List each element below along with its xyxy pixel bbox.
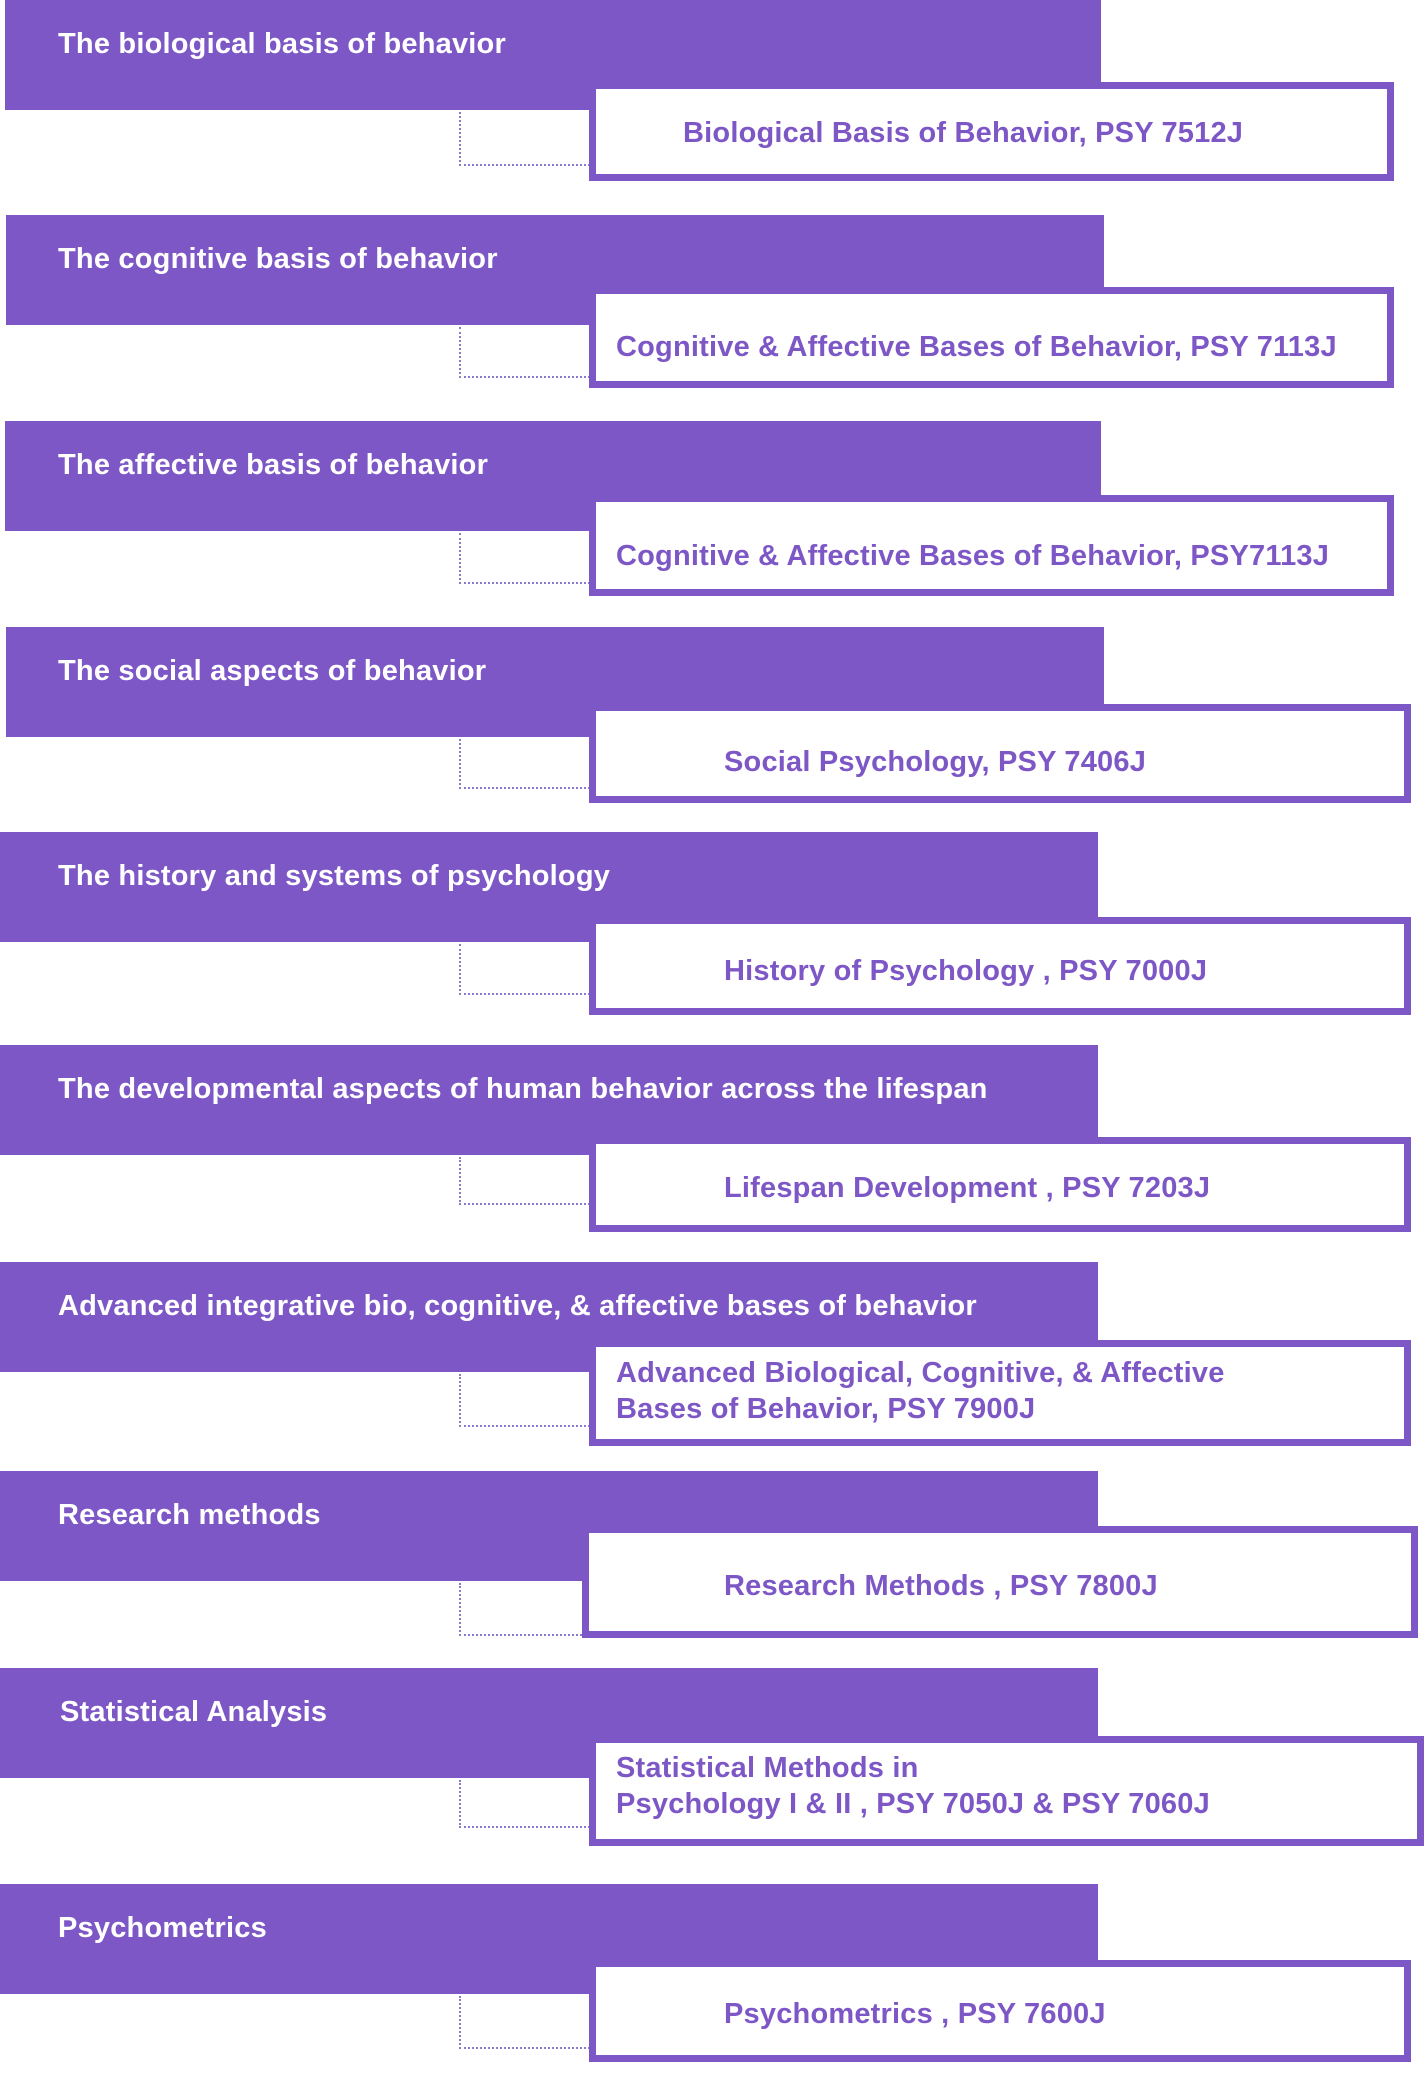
course-label: History of Psychology , PSY 7000J xyxy=(724,955,1208,987)
topic-row xyxy=(0,1045,1425,1245)
topic-row xyxy=(0,832,1425,1032)
connector-line xyxy=(459,1374,590,1427)
topic-row xyxy=(0,1262,1425,1462)
course-label: Statistical Methods in Psychology I & II , PSY 7050J & PSY 7060J xyxy=(616,1752,1210,1820)
connector-line xyxy=(459,533,590,584)
topic-row xyxy=(0,1471,1425,1671)
topic-row xyxy=(0,1668,1425,1868)
topic-row xyxy=(0,1884,1425,2084)
course-label: Cognitive & Affective Bases of Behavior, PSY 7113J xyxy=(616,331,1337,363)
course-label: Psychometrics , PSY 7600J xyxy=(724,1998,1106,2030)
connector-line xyxy=(459,327,590,378)
connector-line xyxy=(459,112,590,166)
connector-line xyxy=(459,739,590,789)
topic-label: The affective basis of behavior xyxy=(58,449,489,481)
connector-line xyxy=(459,1157,590,1205)
topic-label: The developmental aspects of human behavior across the lifespan xyxy=(58,1073,988,1105)
connector-line xyxy=(459,944,590,995)
connector-line xyxy=(459,1780,590,1828)
topic-label: The biological basis of behavior xyxy=(58,28,506,60)
course-label: Research Methods , PSY 7800J xyxy=(724,1570,1158,1602)
connector-line xyxy=(459,1583,590,1636)
topic-row xyxy=(0,421,1425,621)
course-label: Lifespan Development , PSY 7203J xyxy=(724,1172,1211,1204)
topic-label: Psychometrics xyxy=(58,1912,267,1944)
course-label: Social Psychology, PSY 7406J xyxy=(724,746,1147,778)
topic-label: The history and systems of psychology xyxy=(58,860,611,892)
connector-line xyxy=(459,1996,590,2049)
course-label: Advanced Biological, Cognitive, & Affective Bases of Behavior, PSY 7900J xyxy=(616,1357,1225,1425)
topic-row xyxy=(0,0,1425,200)
topic-row xyxy=(0,215,1425,415)
topic-label: Statistical Analysis xyxy=(60,1696,328,1728)
topic-label: Advanced integrative bio, cognitive, & affective bases of behavior xyxy=(58,1290,977,1322)
course-label: Cognitive & Affective Bases of Behavior, PSY7113J xyxy=(616,540,1330,572)
course-label: Biological Basis of Behavior, PSY 7512J xyxy=(683,117,1244,149)
topic-label: Research methods xyxy=(58,1499,321,1531)
topic-label: The social aspects of behavior xyxy=(58,655,487,687)
topic-label: The cognitive basis of behavior xyxy=(58,243,498,275)
topic-row xyxy=(0,627,1425,827)
